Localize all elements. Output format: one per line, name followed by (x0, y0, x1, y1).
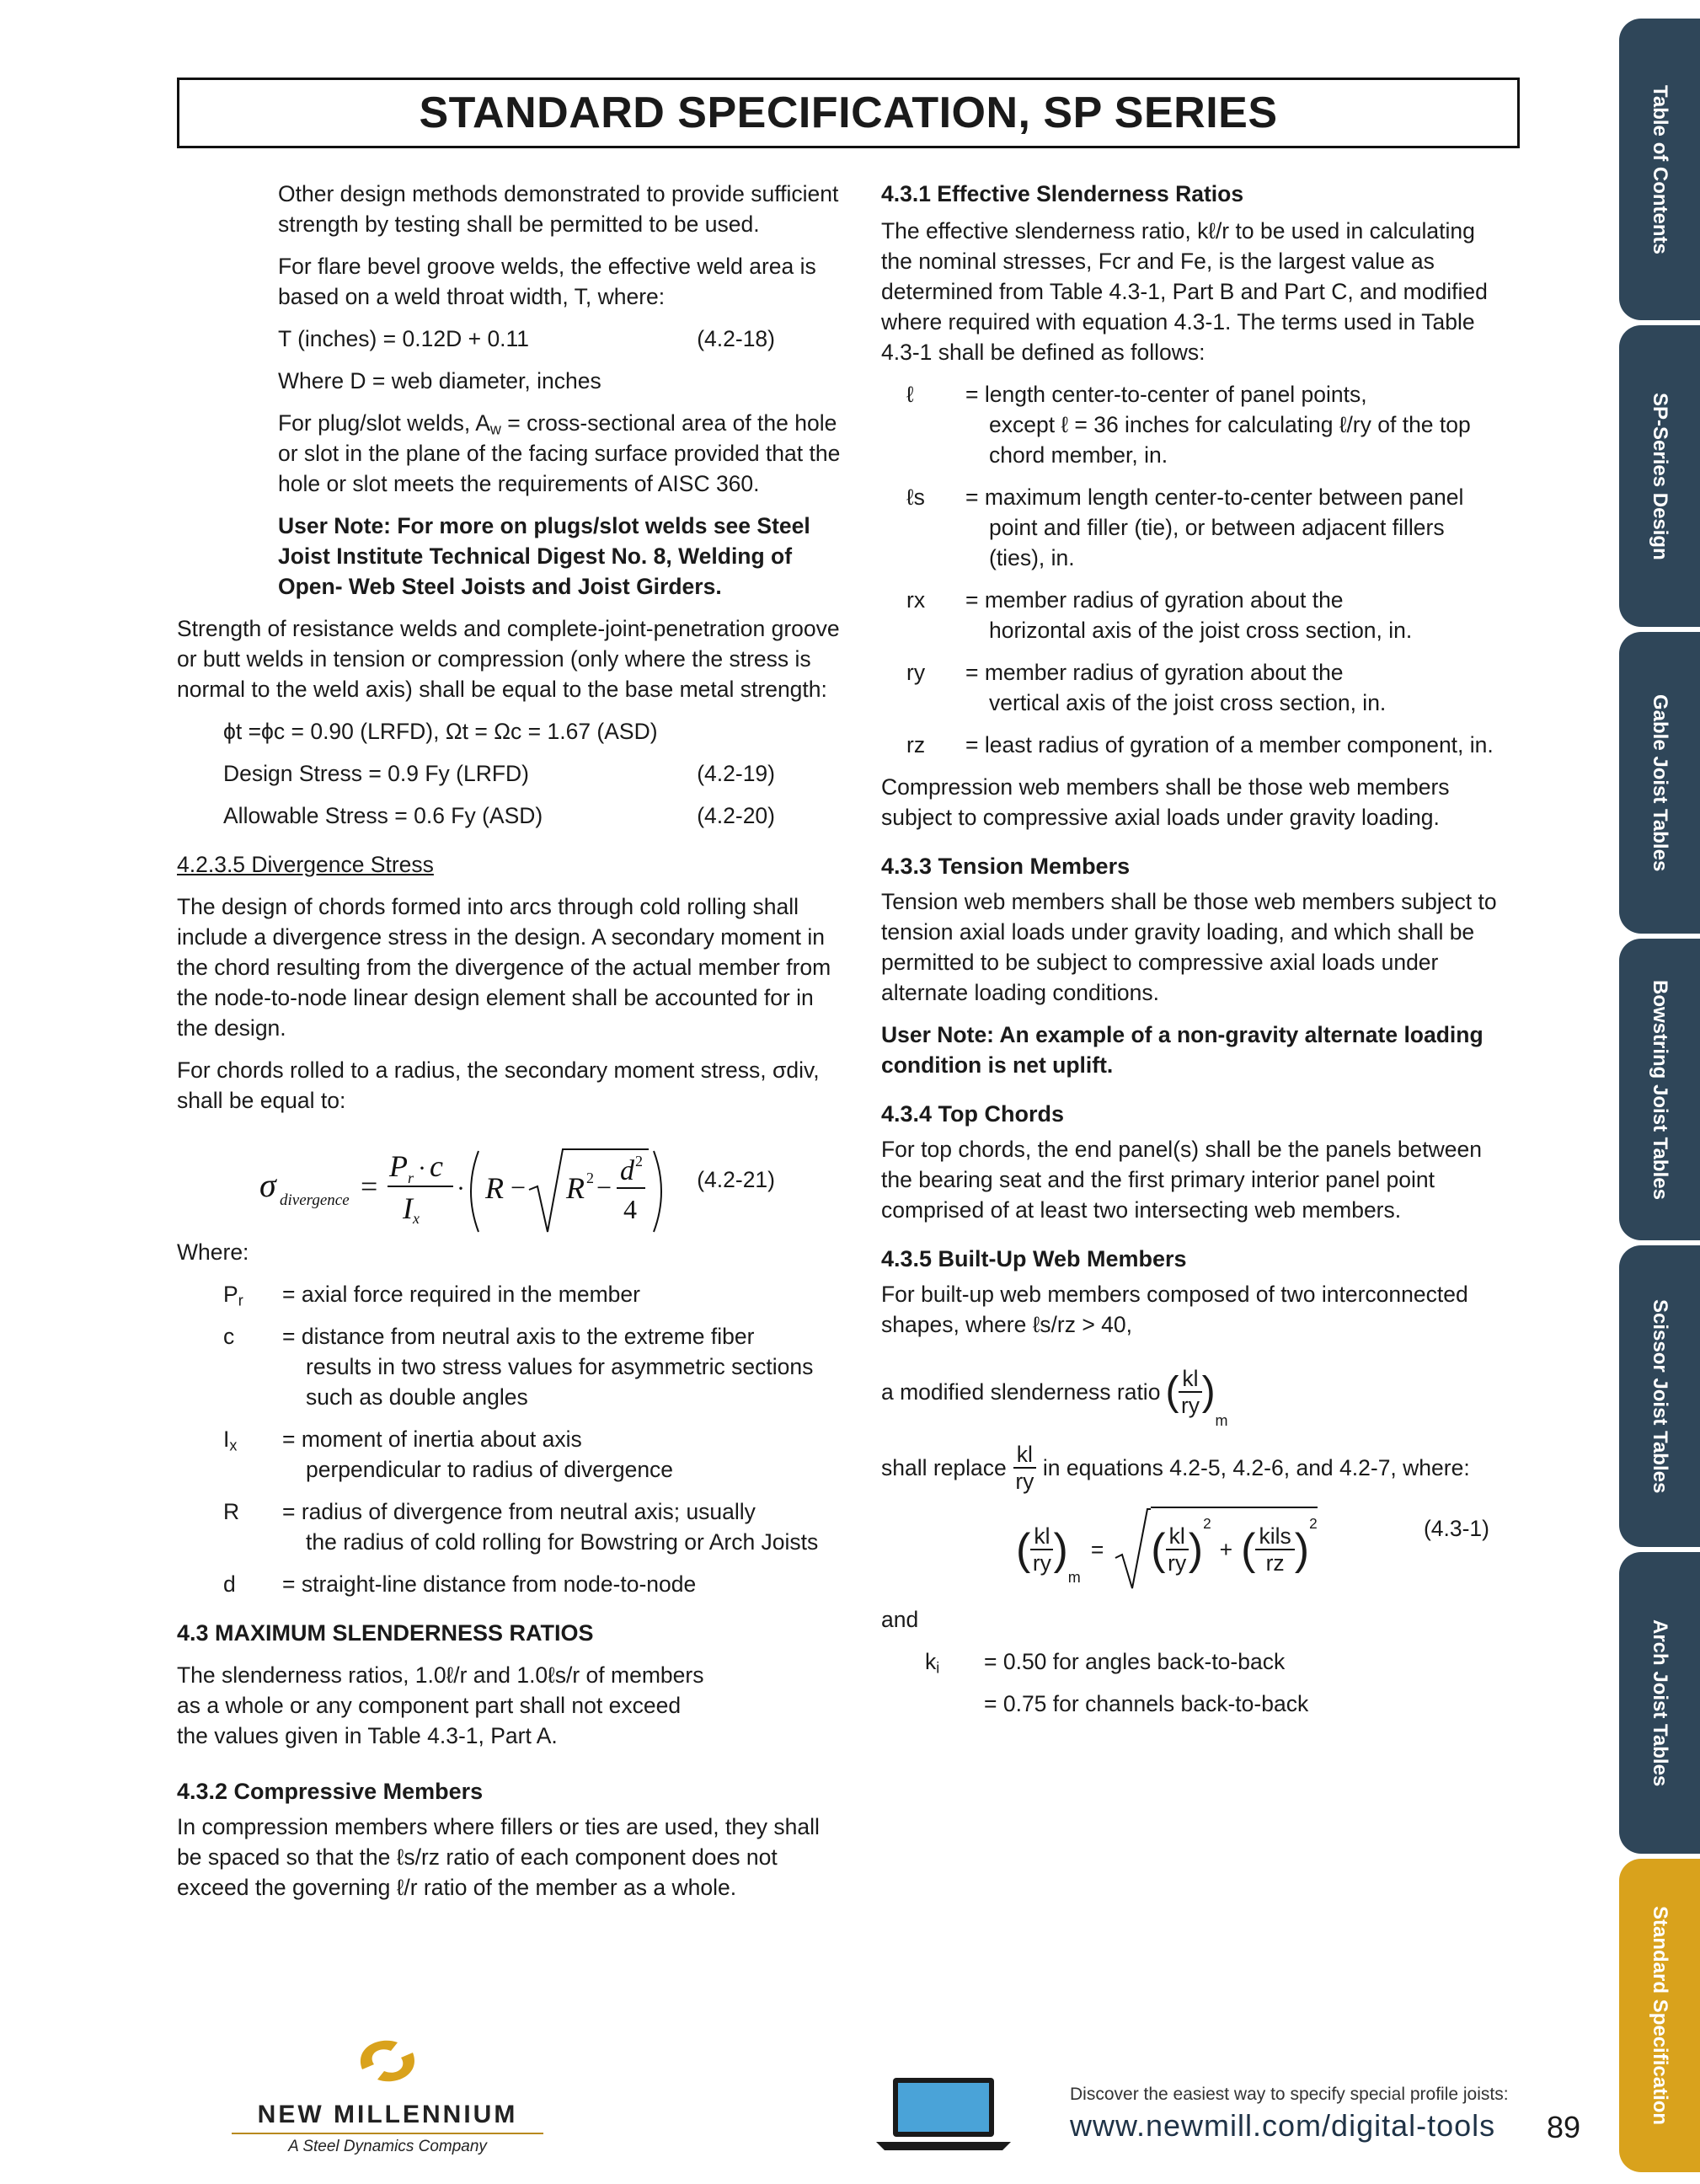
svg-text:2: 2 (635, 1153, 643, 1170)
definition-item: R = radius of divergence from neutral axis; usually the radius of cold rolling for Bowstring or Arch Joists (223, 1499, 819, 1555)
tab-scissor-joist-tables[interactable]: Scissor Joist Tables (1619, 1245, 1700, 1547)
logo-mark-icon (345, 2031, 430, 2091)
tab-arch-joist-tables[interactable]: Arch Joist Tables (1619, 1552, 1700, 1854)
equation-4-3-1: ( $\frac{kl}{ry}$ ) m = ( $\frac{kl}{ry}$ ) 2 + ( $\frac{\text{kils}}{rz}$ ) 2 (4.3-1) (881, 1503, 1505, 1596)
tab-standard-specification[interactable]: Standard Specification (1619, 1859, 1700, 2172)
kl-over-ry: $\frac{kl}{ry}$ (1179, 1366, 1201, 1418)
section-heading-4-3-4: 4.3.4 Top Chords (881, 1101, 1065, 1127)
section-heading-4-3-2: 4.3.2 Compressive Members (177, 1779, 484, 1804)
definition-list (177, 1279, 842, 1599)
svg-text:2: 2 (586, 1170, 594, 1186)
paragraph: The slenderness ratios, 1.0ℓ/r and 1.0ℓs/r of members as a whole or any component part shall not exceed the values given in Table 4.3-1, Part A. (177, 1662, 704, 1748)
paragraph: Other design methods demonstrated to provide sufficient strength by testing shall be permitted to be used. (278, 181, 839, 237)
section-heading-4-3-5: 4.3.5 Built-Up Web Members (881, 1246, 1187, 1271)
definition-list (881, 379, 1505, 760)
left-column (177, 179, 842, 1914)
definition-item: $I_x$ = moment of inertia about axis perpendicular to radius of divergence (223, 1427, 674, 1482)
tab-gable-joist-tables[interactable]: Gable Joist Tables (1619, 632, 1700, 934)
svg-text:σ: σ (259, 1166, 276, 1204)
tab-sp-series-design[interactable]: SP-Series Design (1619, 325, 1700, 627)
paragraph: Strength of resistance welds and complete-joint-penetration groove or butt welds in tension or compression (only where the stress is normal to the weld axis) shall be equal to the base metal strength: (177, 616, 840, 702)
equation-number: (4.2-21) (697, 1167, 775, 1192)
definition-item: $P_r$ = axial force required in the member (223, 1282, 640, 1309)
svg-text:divergence: divergence (280, 1191, 350, 1209)
svg-text:P: P (389, 1149, 408, 1183)
laptop-icon (876, 2074, 1011, 2152)
section-heading-4-2-3-5: 4.2.3.5 Divergence Stress (177, 852, 434, 877)
svg-text:·: · (457, 1175, 465, 1202)
svg-text:I: I (403, 1191, 413, 1225)
equation-number: (4.3-1) (1423, 1516, 1489, 1541)
company-logo (219, 2031, 556, 2156)
definition-item: rx = member radius of gyration about the horizontal axis of the joist cross section, in. (906, 587, 1413, 643)
page-number: 89 (1547, 2110, 1581, 2144)
paragraph: Where D = web diameter, inches (278, 368, 601, 393)
paragraph: Compression web members shall be those web members subject to compressive axial loads under gravity loading. (881, 774, 1450, 830)
paragraph: In compression members where fillers or ties are used, they shall be spaced so that the ℓs/rz ratio of each component does not exceed the governing ℓ/r ratio of the member as a whole. (177, 1814, 820, 1900)
section-heading-4-3-3: 4.3.3 Tension Members (881, 854, 1131, 879)
svg-text:r: r (408, 1170, 414, 1186)
tab-table-of-contents[interactable]: Table of Contents (1619, 19, 1700, 320)
right-column (881, 179, 1505, 1731)
paragraph: For plug/slot welds, $A_w$ = cross-sectional area of the hole or slot in the plane of the facing surface provided that the hole or slot meets the requirements of AISC 360. (278, 410, 841, 496)
brand-name: NEW MILLENNIUM (257, 2101, 518, 2128)
equation-4-2-18: T (inches) = 0.12D + 0.11 (4.2-18) (278, 326, 775, 351)
phi-line: ϕt =ϕc = 0.90 (LRFD), Ωt = Ωc = 1.67 (ASD) (223, 719, 658, 744)
tab-bowstring-joist-tables[interactable]: Bowstring Joist Tables (1619, 939, 1700, 1240)
definition-item: c = distance from neutral axis to the extreme fiber results in two stress values for asymmetric sections such as double angles (223, 1324, 814, 1410)
svg-text:·: · (418, 1154, 426, 1182)
paragraph: The design of chords formed into arcs through cold rolling shall include a divergence stress in the design. A secondary moment in the chord resulting from the divergence of the actual member from the node-to-node linear design element shall be accounted for in the design. (177, 894, 831, 1041)
page-title: STANDARD SPECIFICATION, SP SERIES (419, 88, 1278, 137)
equation-4-2-20: Allowable Stress = 0.6 Fy (ASD) (4.2-20) (223, 803, 775, 828)
svg-text:R: R (566, 1171, 585, 1205)
svg-text:x: x (413, 1210, 420, 1227)
user-note: User Note: An example of a non-gravity alternate loading condition is net uplift. (881, 1022, 1483, 1078)
sqrt-sign (1114, 1507, 1151, 1592)
svg-text:4: 4 (623, 1194, 637, 1224)
promo-link[interactable]: www.newmill.com/digital-tools (1070, 2108, 1496, 2143)
paragraph: Tension web members shall be those web members subject to tension axial loads under gravity loading, and which shall be permitted to be subject to compressive axial loads under alternate loading conditions. (881, 889, 1497, 1005)
definition-item: = 0.75 for channels back-to-back (984, 1691, 1309, 1716)
definition-item: rz = least radius of gyration of a member component, in. (906, 732, 1494, 757)
promo-text: Discover the easiest way to specify special profile joists: (1070, 2085, 1509, 2104)
definition-item: $k_i$ = 0.50 for angles back-to-back (925, 1649, 1286, 1677)
equation-4-2-19: Design Stress = 0.9 Fy (LRFD) (4.2-19) (223, 761, 775, 786)
divergence-formula-graphic (177, 1127, 682, 1237)
svg-text:−: − (596, 1172, 612, 1202)
page-title-box (177, 78, 1520, 148)
definition-item: ℓs = maximum length center-to-center between panel point and filler (tie), or between adjacent fillers (ties), in. (906, 484, 1464, 570)
user-note: User Note: For more on plugs/slot welds see Steel Joist Institute Technical Digest No. 8, Welding of Open- Web Steel Joists and Joist Girders. (278, 513, 810, 599)
svg-text:=: = (361, 1170, 378, 1203)
paragraph: For built-up web members composed of two interconnected shapes, where ℓs/rz > 40, (881, 1282, 1468, 1337)
paragraph: For chords rolled to a radius, the secondary moment stress, σdiv, shall be equal to: (177, 1057, 820, 1113)
promo-block (1070, 2085, 1509, 2144)
divergence-formula (177, 1127, 842, 1237)
paragraph: For flare bevel groove welds, the effective weld area is based on a weld throat width, T, where: (278, 254, 816, 309)
definition-item: ℓ = length center-to-center of panel points, except ℓ = 36 inches for calculating ℓ/ry of the top chord member, in. (906, 382, 1471, 468)
definition-item: d = straight-line distance from node-to-node (223, 1571, 697, 1597)
modified-ratio-line: a modified slenderness ratio ( $\frac{kl}{ry}$ ) m (881, 1366, 1228, 1429)
where-label: Where: (177, 1239, 249, 1265)
replace-line: shall replace $\frac{kl}{ry}$ in equations 4.2-5, 4.2-6, and 4.2-7, where: (881, 1442, 1470, 1494)
svg-text:−: − (511, 1172, 527, 1202)
svg-text:d: d (620, 1155, 634, 1186)
definition-item: ry = member radius of gyration about the vertical axis of the joist cross section, in. (906, 660, 1387, 715)
paragraph: For top chords, the end panel(s) shall be the panels between the bearing seat and the first primary interior panel point comprised of at least two intersecting web members. (881, 1137, 1483, 1223)
paragraph: The effective slenderness ratio, kℓ/r to be used in calculating the nominal stresses, Fcr and Fe, is the largest value as determined from Table 4.3-1, Part B and Part C, and modified where required with equation 4.3-1. The terms used in Table 4.3-1 shall be defined as follows: (881, 218, 1488, 365)
and-label: and (881, 1607, 919, 1632)
brand-subtitle: A Steel Dynamics Company (288, 2138, 487, 2155)
svg-text:c: c (430, 1149, 443, 1183)
section-heading-4-3-1: 4.3.1 Effective Slenderness Ratios (881, 181, 1244, 206)
section-heading-4-3: 4.3 MAXIMUM SLENDERNESS RATIOS (177, 1620, 594, 1646)
svg-text:R: R (485, 1171, 504, 1205)
